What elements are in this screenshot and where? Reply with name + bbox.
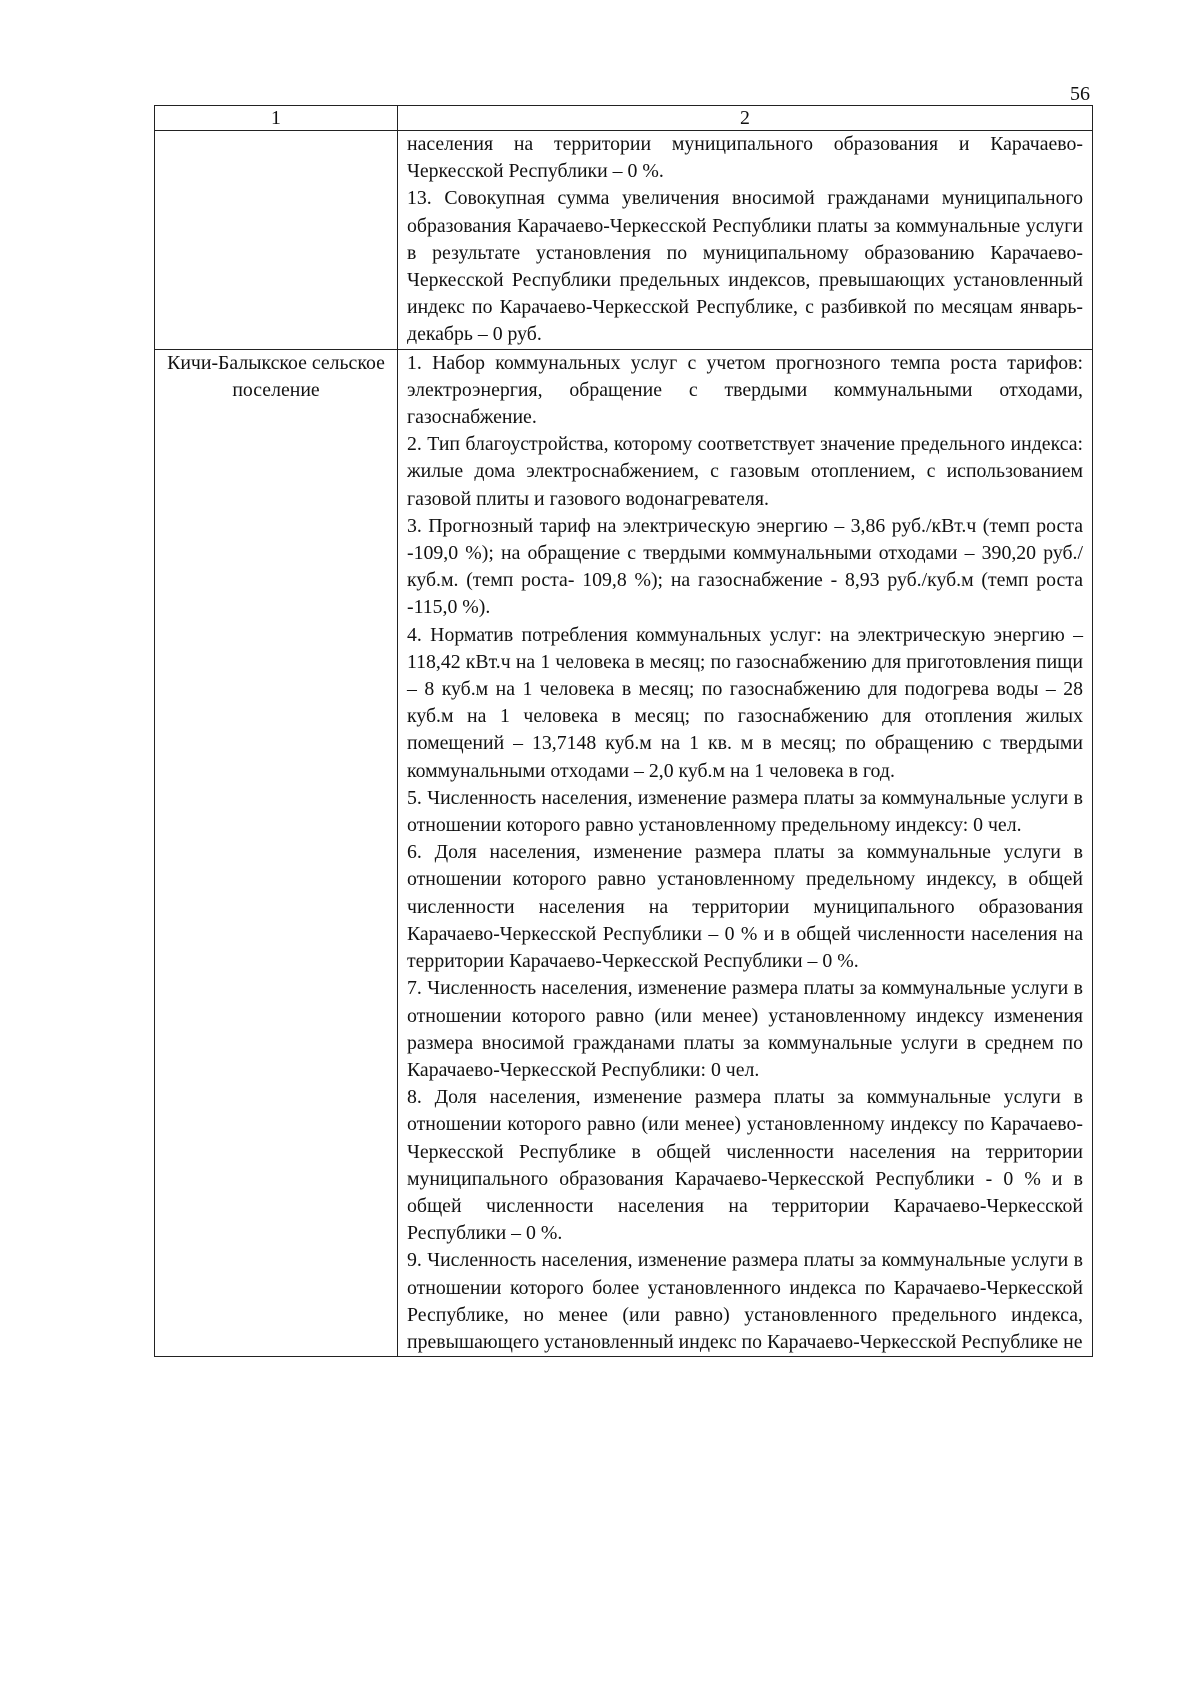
table-row xyxy=(155,349,1093,1357)
table-header-row xyxy=(155,106,1093,131)
page-number: 56 xyxy=(1070,83,1090,105)
table-row xyxy=(155,131,1093,350)
row-municipality-name: Кичи-Балыкское сельское поселение xyxy=(155,349,398,1357)
paragraph: 8. Доля населения, изменение размера платы за коммунальные услуги в отношении которого равно (или менее) установленному индексу по Карачаево-Черкесской Республике в общей численности населения на территории муниципального образования Карачаево-Черкесской Республики - 0 % и в общей численности населения на территории Карачаево-Черкесской Республики – 0 %. xyxy=(407,1086,1083,1245)
paragraph: 2. Тип благоустройства, которому соответствует значение предельного индекса: жилые дома электроснабжением, с газовым отоплением, с использованием газовой плиты и газового водонагревателя. xyxy=(407,433,1083,510)
paragraph: 7. Численность населения, изменение размера платы за коммунальные услуги в отношении которого равно (или менее) установленному индексу изменения размера вносимой гражданами платы за коммунальные услуги в среднем по Карачаево-Черкесской Республики: 0 чел. xyxy=(407,977,1083,1081)
document-table xyxy=(154,105,1093,1357)
paragraph: населения на территории муниципального образования и Карачаево-Черкесской Республики – 0 %. xyxy=(407,133,1083,183)
paragraph: 6. Доля населения, изменение размера платы за коммунальные услуги в отношении которого равно установленному предельному индексу, в общей численности населения на территории муниципального образования Карачаево-Черкесской Республики – 0 % и в общей численности населения на территории Карачаево-Черкесской Республики – 0 %. xyxy=(407,841,1083,973)
paragraph: 1. Набор коммунальных услуг с учетом прогнозного темпа роста тарифов: электроэнергия, обращение с твердыми коммунальными отходами, газоснабжение. xyxy=(407,351,1083,429)
row-description xyxy=(398,349,1093,1357)
paragraph: 4. Норматив потребления коммунальных услуг: на электрическую энергию – 118,42 кВт.ч на 1 человека в месяц; по газоснабжению для приготовления пищи – 8 куб.м на 1 человека в месяц; по газоснабжению для подогрева воды – 28 куб.м на 1 человека в месяц; по газоснабжению для отопления жилых помещений – 13,7148 куб.м на 1 кв. м в месяц; по обращению с твердыми коммунальными отходами – 2,0 куб.м на 1 человека в год. xyxy=(407,623,1083,782)
paragraph: 13. Совокупная сумма увеличения вносимой гражданами муниципального образования Карачаево-Черкесской Республики платы за коммунальные услуги в результате установления по муниципальному образованию Карачаево-Черкесской Республики предельных индексов, превышающих установленный индекс по Карачаево-Черкесской Республике, с разбивкой по месяцам январь-декабрь – 0 руб. xyxy=(407,187,1083,346)
column-header-2: 2 xyxy=(398,106,1093,131)
paragraph: 3. Прогнозный тариф на электрическую энергию – 3,86 руб./кВт.ч (темп роста -109,0 %); на обращение с твердыми коммунальными отходами – 390,20 руб./куб.м. (темп роста- 109,8 %); на газоснабжение - 8,93 руб./куб.м (темп роста -115,0 %). xyxy=(407,514,1083,619)
row-description xyxy=(398,131,1093,350)
paragraph: 5. Численность населения, изменение размера платы за коммунальные услуги в отношении которого равно установленному предельному индексу: 0 чел. xyxy=(407,786,1083,837)
column-header-1: 1 xyxy=(155,106,398,131)
paragraph: 9. Численность населения, изменение размера платы за коммунальные услуги в отношении которого более установленного индекса по Карачаево-Черкесской Республике, но менее (или равно) установленного предельного индекса, превышающего установленный индекс по Карачаево-Черкесской Республике не xyxy=(407,1249,1083,1353)
row-municipality-name xyxy=(155,131,398,350)
